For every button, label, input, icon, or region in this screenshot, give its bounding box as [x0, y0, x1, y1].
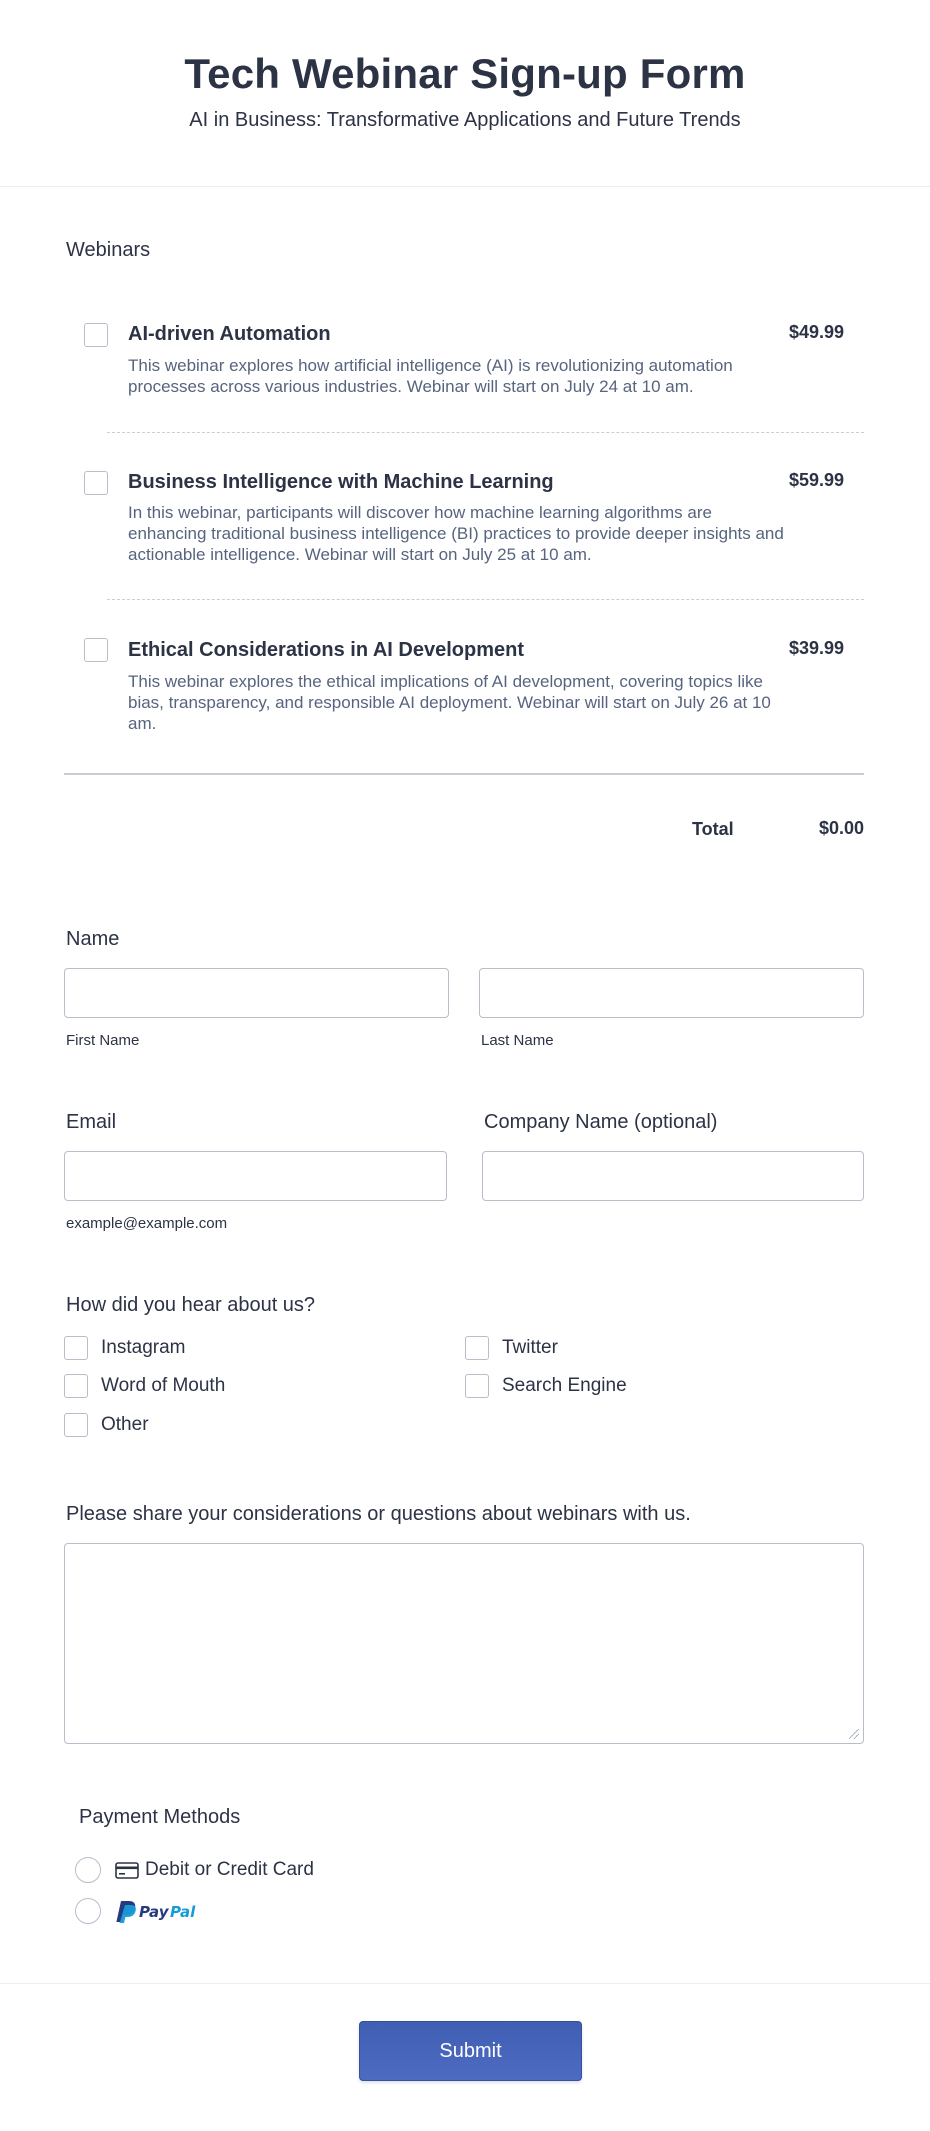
paypal-logo[interactable]	[115, 1898, 205, 1929]
resize-handle-icon[interactable]	[849, 1729, 859, 1739]
webinar-price: $59.99	[788, 470, 844, 490]
webinars-label: Webinars	[66, 239, 151, 261]
questions-textarea[interactable]	[64, 1543, 864, 1744]
hear-about-label: How did you hear about us?	[66, 1294, 316, 1316]
webinar-title: Business Intelligence with Machine Learning	[128, 471, 554, 493]
last-name-sublabel: Last Name	[481, 1032, 554, 1049]
webinar-checkbox[interactable]	[84, 323, 108, 347]
webinar-checkbox[interactable]	[84, 471, 108, 495]
instagram-checkbox[interactable]	[64, 1336, 88, 1360]
instagram-option-label[interactable]: Instagram	[101, 1337, 186, 1358]
other-option-label[interactable]: Other	[101, 1414, 149, 1435]
total-label: Total	[692, 819, 734, 839]
name-label: Name	[66, 928, 120, 950]
item-divider	[107, 432, 864, 433]
email-label: Email	[66, 1111, 117, 1133]
word-of-mouth-checkbox[interactable]	[64, 1374, 88, 1398]
webinar-description: This webinar explores the ethical implications of AI development, covering topics like bias, transparency, and responsible AI deployment. Webinar will start on July 26 at 10 am.	[128, 672, 771, 733]
first-name-input[interactable]	[64, 968, 449, 1018]
other-checkbox[interactable]	[64, 1413, 88, 1437]
webinar-checkbox[interactable]	[84, 638, 108, 662]
form-title: Tech Webinar Sign-up Form	[184, 50, 746, 97]
questions-label: Please share your considerations or questions about webinars with us.	[66, 1503, 691, 1525]
svg-text:Pal: Pal	[170, 1903, 196, 1921]
svg-text:Pay: Pay	[139, 1903, 169, 1921]
footer-divider	[0, 1983, 930, 1984]
form-header	[0, 0, 930, 187]
credit-card-icon	[115, 1862, 139, 1884]
webinar-title: Ethical Considerations in AI Development	[128, 639, 524, 661]
webinar-price: $39.99	[788, 638, 844, 658]
card-radio[interactable]	[75, 1857, 101, 1883]
company-input[interactable]	[482, 1151, 864, 1201]
company-label: Company Name (optional)	[484, 1111, 718, 1133]
total-divider	[64, 773, 864, 775]
search-engine-checkbox[interactable]	[465, 1374, 489, 1398]
webinar-description: In this webinar, participants will discover how machine learning algorithms are enhancing traditional business intelligence (BI) practices to provide deeper insights and actionable intelligence. Webinar will start on July 25 at 10 am.	[128, 503, 784, 564]
card-option-label[interactable]: Debit or Credit Card	[145, 1859, 314, 1880]
payment-methods-label: Payment Methods	[79, 1806, 241, 1828]
webinar-title: AI-driven Automation	[128, 323, 331, 345]
total-value: $0.00	[818, 818, 864, 838]
form-subtitle: AI in Business: Transformative Applications and Future Trends	[189, 109, 741, 131]
twitter-option-label[interactable]: Twitter	[502, 1337, 558, 1358]
paypal-radio[interactable]	[75, 1898, 101, 1924]
word-of-mouth-option-label[interactable]: Word of Mouth	[101, 1375, 226, 1396]
twitter-checkbox[interactable]	[465, 1336, 489, 1360]
webinar-price: $49.99	[788, 322, 844, 342]
email-input[interactable]	[64, 1151, 447, 1201]
webinar-description: This webinar explores how artificial intelligence (AI) is revolutionizing automation processes across various industries. Webinar will start on July 24 at 10 am.	[128, 356, 733, 396]
email-sublabel: example@example.com	[66, 1215, 228, 1232]
search-engine-option-label[interactable]: Search Engine	[502, 1375, 627, 1396]
last-name-input[interactable]	[479, 968, 864, 1018]
item-divider	[107, 599, 864, 600]
submit-button[interactable]: Submit	[359, 2021, 582, 2081]
first-name-sublabel: First Name	[66, 1032, 140, 1049]
